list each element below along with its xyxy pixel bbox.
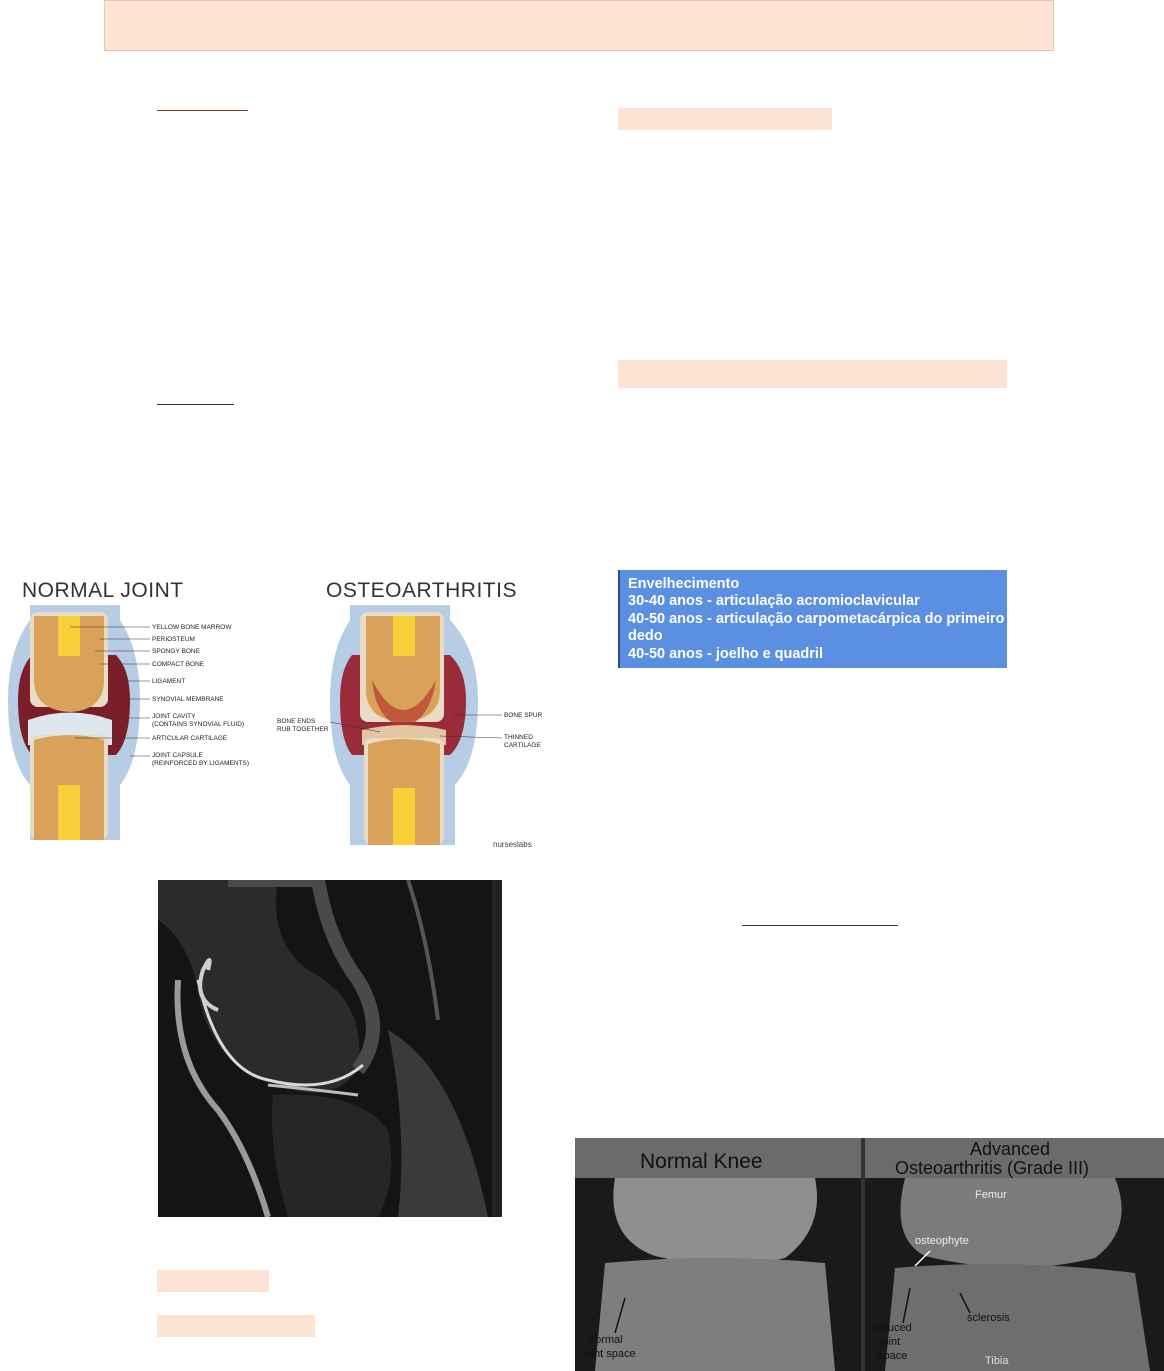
xray-left-title: Normal Knee (640, 1150, 763, 1173)
xray-label-normal: normal (589, 1334, 623, 1346)
label-periosteum: PERIOSTEUM (152, 636, 195, 643)
highlight-bar-4 (157, 1315, 315, 1337)
normal-joint-title: NORMAL JOINT (22, 579, 184, 602)
highlight-bar-3 (157, 1270, 269, 1292)
xray-label-space: space (878, 1350, 908, 1362)
label-articular-cartilage: ARTICULAR CARTILAGE (152, 735, 228, 742)
label-rub-together: RUB TOGETHER (277, 726, 329, 733)
label-spongy-bone: SPONGY BONE (152, 648, 200, 655)
heading-underline-3 (742, 925, 898, 926)
credit-logo: nurseslabs (493, 840, 532, 849)
osteoarthritis-illustration (330, 605, 478, 845)
info-line: 40-50 anos - articulação carpometacárpica do primeiro (628, 610, 1005, 627)
label-joint-capsule: JOINT CAPSULE (152, 752, 203, 759)
info-line: Envelhecimento (628, 576, 740, 592)
highlight-bar-1 (618, 108, 832, 130)
label-joint-cavity-note: (CONTAINS SYNOVIAL FLUID) (152, 721, 245, 728)
xray-label-femur: Femur (975, 1189, 1007, 1201)
joint-diagram (0, 560, 560, 855)
label-cartilage: CARTILAGE (504, 742, 541, 749)
xray-label-joint-space: joint space (583, 1348, 636, 1360)
osteoarthritis-title: OSTEOARTHRITIS (326, 579, 517, 602)
header-banner (104, 0, 1054, 51)
xray-label-sclerosis: sclerosis (967, 1312, 1010, 1324)
xray-label-tibia: Tibia (985, 1355, 1009, 1367)
normal-joint-illustration (8, 605, 140, 840)
info-line: 40-50 anos - joelho e quadril (628, 645, 823, 662)
info-line: 30-40 anos - articulação acromioclavicular (628, 593, 920, 610)
xray-label-joint: joint (880, 1336, 901, 1348)
knee-xray-comparison (575, 1138, 1164, 1371)
xray-drawing (575, 1138, 1164, 1371)
heading-underline-2 (157, 404, 234, 405)
label-joint-capsule-note: (REINFORCED BY LIGAMENTS) (152, 760, 250, 767)
knee-mri-image (158, 880, 502, 1217)
xray-label-osteophyte: osteophyte (915, 1235, 969, 1247)
heading-underline-1 (157, 110, 248, 111)
label-bone-ends: BONE ENDS (277, 718, 316, 725)
label-yellow-bone-marrow: YELLOW BONE MARROW (152, 624, 232, 631)
xray-label-reduced: reduced (872, 1322, 912, 1334)
label-ligament: LIGAMENT (152, 678, 186, 685)
label-compact-bone: COMPACT BONE (152, 661, 205, 668)
mri-drawing (158, 880, 502, 1217)
info-line: dedo (628, 628, 663, 645)
label-bone-spur: BONE SPUR (504, 712, 543, 719)
highlight-bar-2 (618, 360, 1007, 388)
xray-right-title-2: Osteoarthritis (Grade III) (895, 1158, 1090, 1178)
label-synovial-membrane: SYNOVIAL MEMBRANE (152, 696, 224, 703)
label-thinned: THINNED (504, 734, 533, 741)
age-info-box (618, 570, 1007, 668)
label-joint-cavity: JOINT CAVITY (152, 713, 196, 720)
normal-labels (152, 624, 249, 767)
xray-right-title-1: Advanced (970, 1139, 1051, 1159)
